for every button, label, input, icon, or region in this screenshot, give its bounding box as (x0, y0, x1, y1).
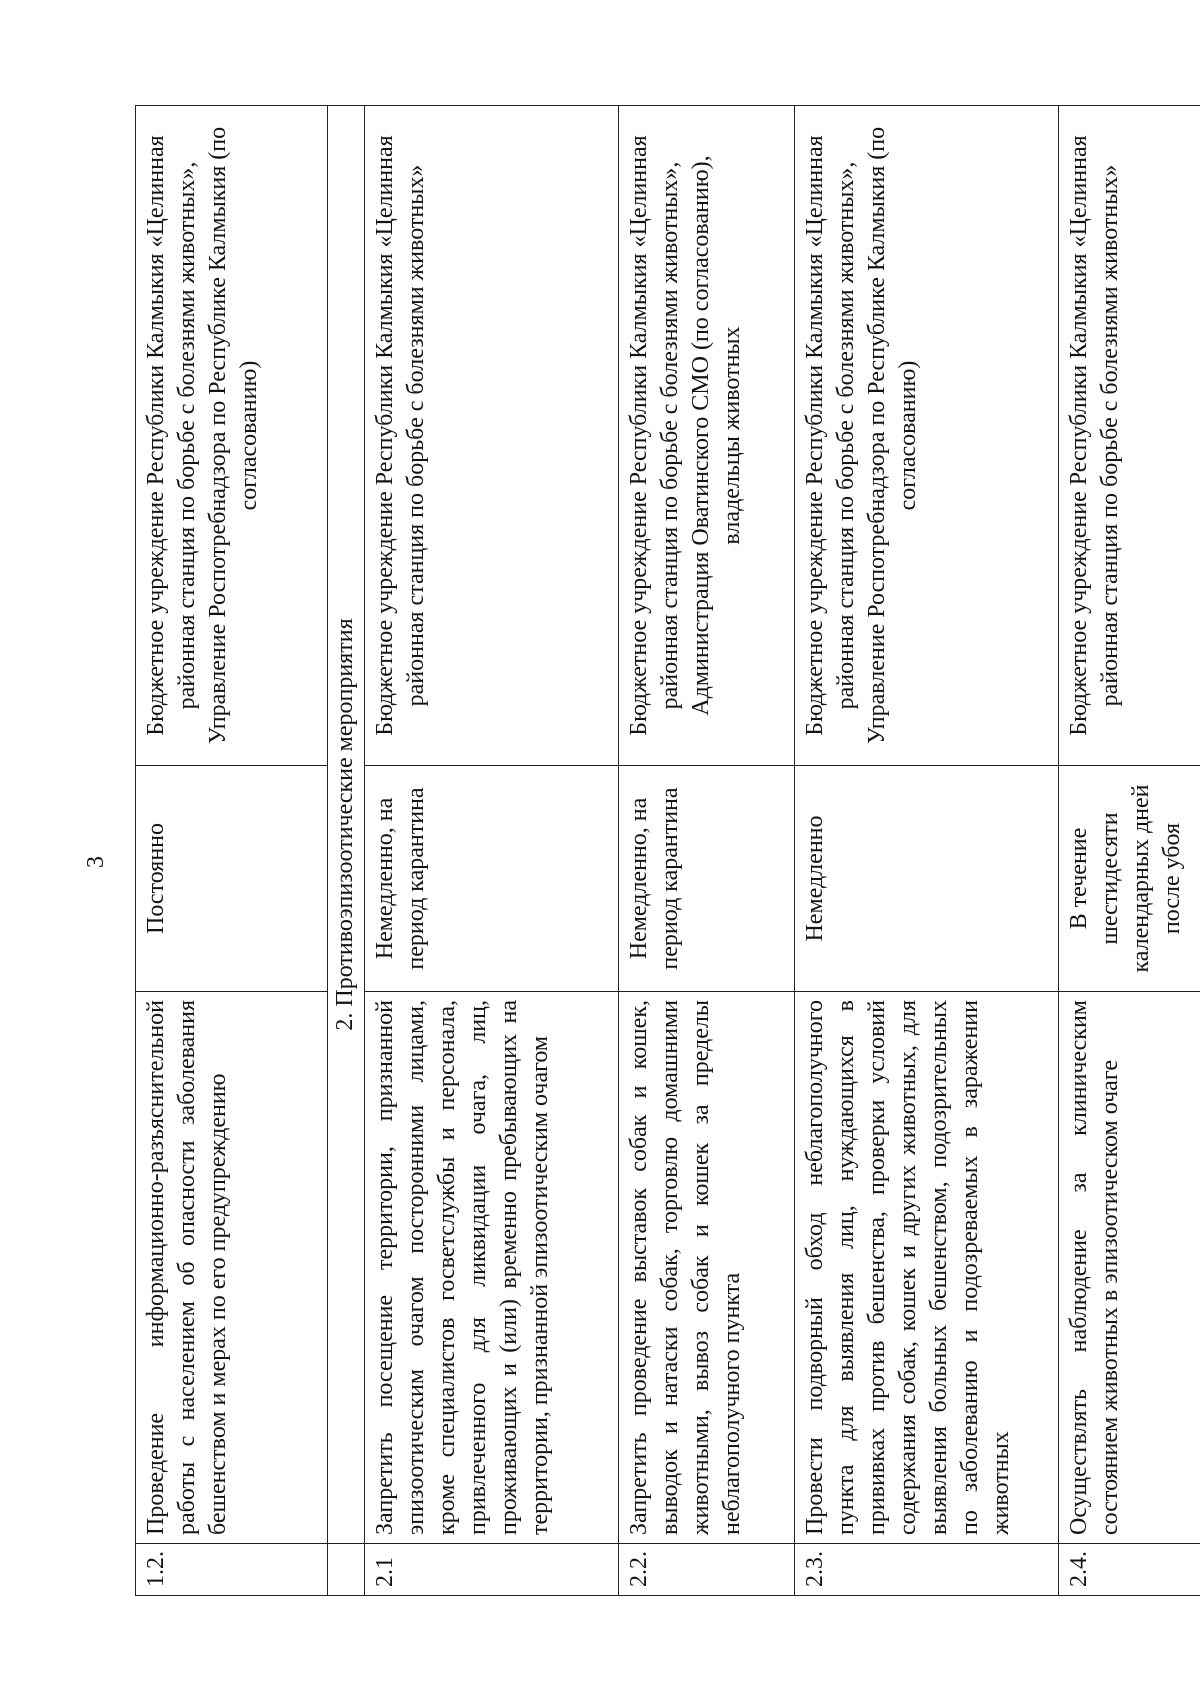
row-number: 2.2. (619, 1544, 795, 1596)
responsible-cell: Бюджетное учреждение Республики Калмыкия «Целинная районная станция по борьбе с болезнями животных», Управление Роспотребнадзора по Республике Калмыкия (по согласованию) (795, 106, 1059, 766)
table-row (795, 106, 1059, 1596)
table-row (364, 106, 618, 1596)
measures-table (135, 105, 1200, 1596)
row-number: 1.2. (136, 1544, 328, 1596)
responsible-cell: Бюджетное учреждение Республики Калмыкия «Целинная районная станция по борьбе с болезнями животных», Администрация Оватинского СМО (по согласованию), владельцы животных (619, 106, 795, 766)
responsible-cell: Бюджетное учреждение Республики Калмыкия «Целинная районная станция по борьбе с болезнями животных» (1058, 106, 1200, 766)
responsible-cell: Бюджетное учреждение Республики Калмыкия «Целинная районная станция по борьбе с болезнями животных», Управление Роспотребнадзора по Республике Калмыкия (по согласованию) (136, 106, 328, 766)
term-cell: Немедленно (795, 766, 1059, 992)
term-cell: Немедленно, на период карантина (364, 766, 618, 992)
table-row (619, 106, 795, 1596)
measures-table-container (135, 106, 1200, 1596)
table-row (1058, 106, 1200, 1596)
event-cell: Запретить проведение выставок собак и кошек, выводок и натаски собак, торговлю домашними животными, вывоз собак и кошек за пределы неблагополучного пункта (619, 992, 795, 1544)
event-cell: Провести подворный обход неблагополучного пункта для выявления лиц, нуждающихся в прививках против бешенства, проверки условий содержания собак, кошек и других животных, для выявления больных бешенством, подозрительных по заболеванию и подозреваемых в заражении животных (795, 992, 1059, 1544)
event-cell: Запретить посещение территории, признанной эпизоотическим очагом посторонними лицами, кроме специалистов госветслужбы и персонала, привлеченного для ликвидации очага, лиц, проживающих и (или) временно пребывающих на территории, признанной эпизоотическим очагом (364, 992, 618, 1544)
term-cell: В течение шестидесяти календарных дней после убоя (1058, 766, 1200, 992)
table-row (136, 106, 328, 1596)
page-number: 3 (83, 856, 109, 868)
responsible-cell: Бюджетное учреждение Республики Калмыкия «Целинная районная станция по борьбе с болезнями животных» (364, 106, 618, 766)
section-header-row (327, 106, 364, 1596)
section-title: 2. Противоэпизоотические мероприятия (327, 106, 364, 1544)
row-number: 2.1 (364, 1544, 618, 1596)
row-number: 2.4. (1058, 1544, 1200, 1596)
term-cell: Постоянно (136, 766, 328, 992)
section-number-cell (327, 1544, 364, 1596)
term-cell: Немедленно, на период карантина (619, 766, 795, 992)
row-number: 2.3. (795, 1544, 1059, 1596)
event-cell: Проведение информационно-разъяснительной работы с населением об опасности заболевания бешенством и мерах по его предупреждению (136, 992, 328, 1544)
event-cell: Осуществлять наблюдение за клиническим состоянием животных в эпизоотическом очаге (1058, 992, 1200, 1544)
